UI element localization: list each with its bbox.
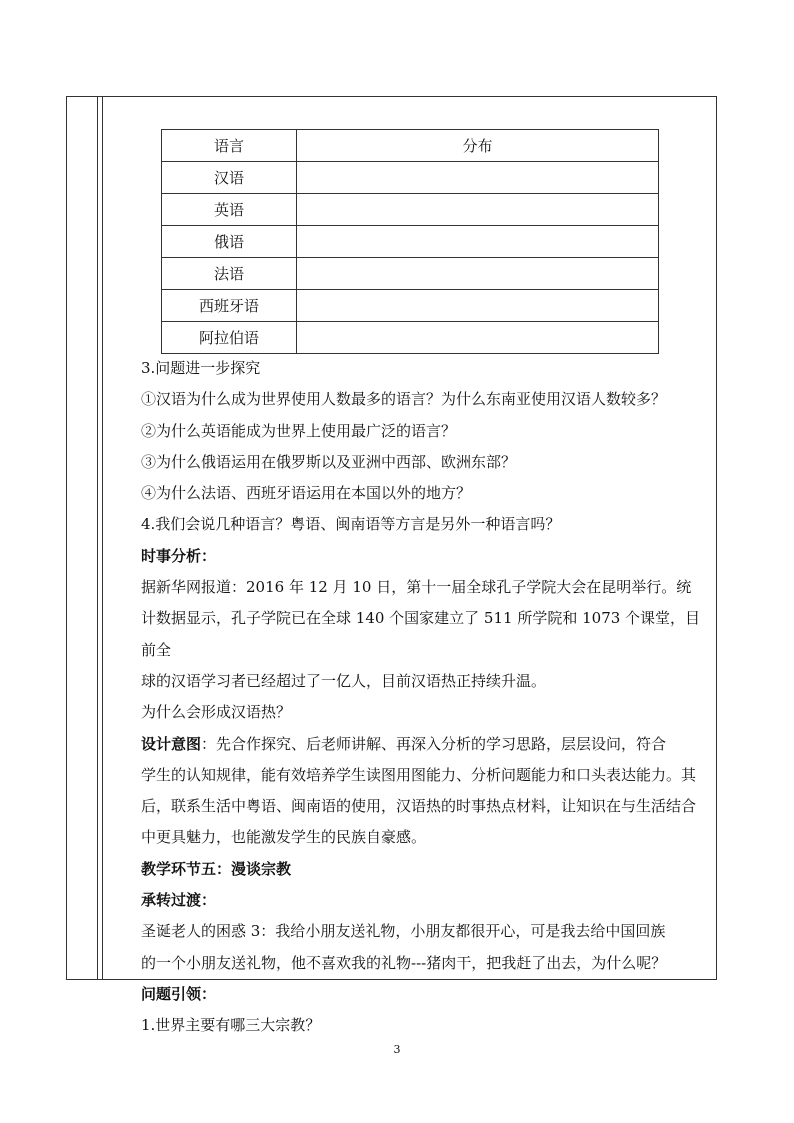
distribution-cell[interactable] bbox=[297, 226, 659, 258]
language-cell: 汉语 bbox=[162, 162, 297, 194]
language-cell: 西班牙语 bbox=[162, 290, 297, 322]
question-3-item-2: ②为什么英语能成为世界上使用最广泛的语言？ bbox=[141, 421, 457, 440]
language-cell: 英语 bbox=[162, 194, 297, 226]
page-number: 3 bbox=[393, 1043, 401, 1056]
news-heading: 时事分析： bbox=[141, 546, 217, 565]
news-line: 球的汉语学习者已经超过了一亿人，目前汉语热正持续升温。 bbox=[141, 671, 547, 690]
design-intent-line: 中更具魅力，也能激发学生的民族自豪感。 bbox=[141, 828, 427, 847]
lesson-content bbox=[141, 353, 709, 1042]
table-header-row bbox=[162, 130, 659, 162]
language-cell: 法语 bbox=[162, 258, 297, 290]
distribution-cell[interactable] bbox=[297, 162, 659, 194]
transition-line: 圣诞老人的困惑 3：我给小朋友送礼物，小朋友都很开心，可是我去给中国回族 bbox=[141, 922, 666, 941]
transition-line: 的一个小朋友送礼物，他不喜欢我的礼物---猪肉干，把我赶了出去，为什么呢？ bbox=[141, 953, 667, 972]
news-line: 计数据显示，孔子学院已在全球 140 个国家建立了 511 所学院和 1073 个课堂，目前全 bbox=[141, 609, 701, 659]
question-3-item-1: ①汉语为什么成为世界使用人数最多的语言？为什么东南亚使用汉语人数较多？ bbox=[141, 390, 667, 409]
question-3-item-4: ④为什么法语、西班牙语运用在本国以外的地方？ bbox=[141, 484, 472, 503]
transition-heading: 承转过渡： bbox=[141, 891, 217, 910]
language-distribution-table bbox=[161, 129, 659, 354]
distribution-cell[interactable] bbox=[297, 258, 659, 290]
table-row bbox=[162, 226, 659, 258]
left-column-divider bbox=[97, 97, 98, 979]
design-intent-line: 后，联系生活中粤语、闽南语的使用，汉语热的时事热点材料，让知识在与生活结合 bbox=[141, 797, 697, 816]
header-distribution: 分布 bbox=[297, 130, 659, 162]
language-cell: 阿拉伯语 bbox=[162, 322, 297, 354]
question-3-title: 3.问题进一步探究 bbox=[141, 359, 261, 377]
section-5-heading: 教学环节五：漫谈宗教 bbox=[141, 859, 292, 878]
design-intent-text: ：先合作探究、后老师讲解、再深入分析的学习思路，层层设问，符合 bbox=[201, 734, 667, 753]
lesson-table-frame bbox=[66, 96, 717, 1035]
news-line: 据新华网报道：2016 年 12 月 10 日，第十一届全球孔子学院大会在昆明举行。统 bbox=[141, 578, 692, 597]
news-question: 为什么会形成汉语热？ bbox=[141, 703, 292, 722]
header-language: 语言 bbox=[162, 130, 297, 162]
table-row bbox=[162, 162, 659, 194]
question-3-item-3: ③为什么俄语运用在俄罗斯以及亚洲中西部、欧洲东部？ bbox=[141, 452, 517, 471]
question-4: 4.我们会说几种语言？粤语、闽南语等方言是另外一种语言吗？ bbox=[141, 515, 561, 534]
table-row bbox=[162, 194, 659, 226]
design-intent-line bbox=[141, 729, 709, 760]
language-cell: 俄语 bbox=[162, 226, 297, 258]
guide-heading: 问题引领： bbox=[141, 984, 217, 1003]
table-row bbox=[162, 322, 659, 354]
left-column-divider-inner bbox=[102, 97, 103, 979]
distribution-cell[interactable] bbox=[297, 194, 659, 226]
religion-question-1: 1.世界主要有哪三大宗教？ bbox=[141, 1016, 321, 1035]
table-row bbox=[162, 290, 659, 322]
table-row bbox=[162, 258, 659, 290]
design-intent-label: 设计意图 bbox=[141, 734, 202, 753]
distribution-cell[interactable] bbox=[297, 322, 659, 354]
design-intent-line: 学生的认知规律，能有效培养学生读图用图能力、分析问题能力和口头表达能力。其 bbox=[141, 765, 697, 784]
distribution-cell[interactable] bbox=[297, 290, 659, 322]
